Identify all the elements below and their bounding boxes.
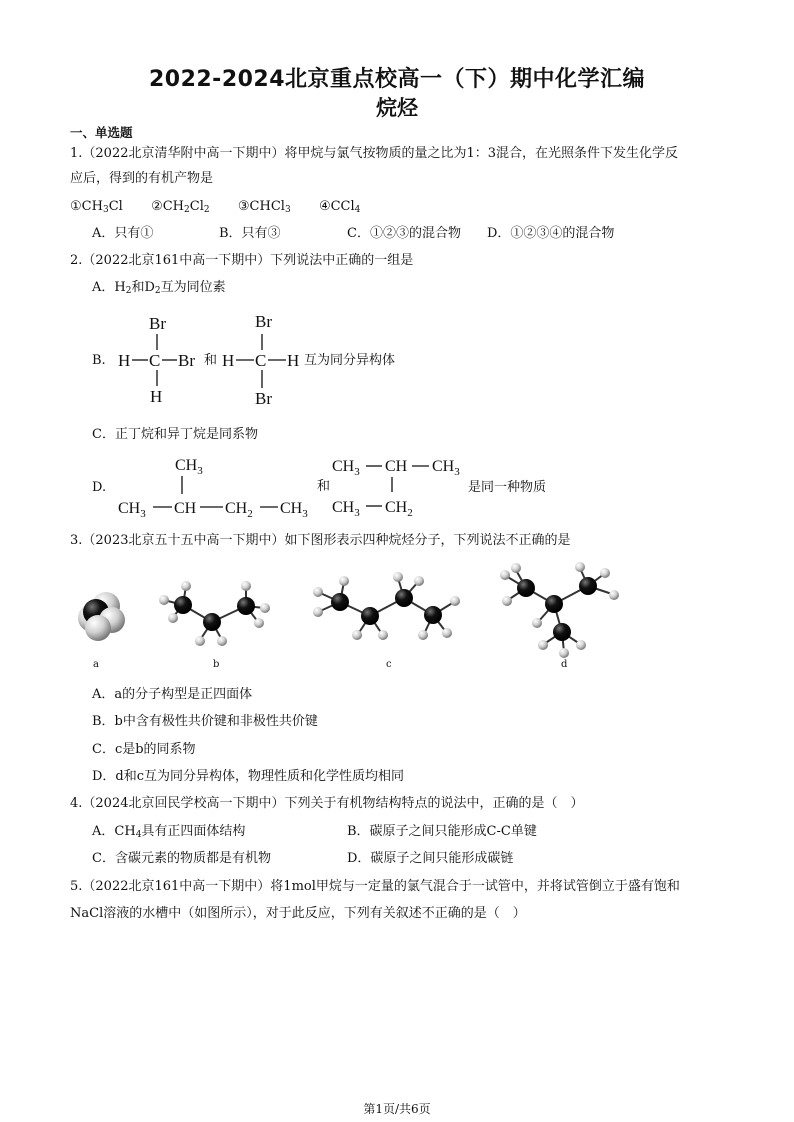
b1-br-right: Br	[178, 351, 195, 370]
svg-text:CH3: $CH_3$	[332, 458, 360, 478]
b2-br-top: Br	[255, 312, 272, 331]
svg-text:CH3: $CH_3$	[175, 457, 203, 477]
b1-c: C	[149, 351, 161, 370]
q2-option-c: C．正丁烷和异丁烷是同系物	[92, 427, 258, 442]
document-subtitle: 烷烃	[376, 96, 418, 120]
document-title: 2022-2024北京重点校高一（下）期中化学汇编	[148, 67, 646, 92]
q1-option-b: B．只有③	[219, 226, 281, 241]
b1-br-top: Br	[149, 314, 166, 333]
q4-option-b: B．碳原子之间只能形成C-C单键	[347, 824, 537, 839]
b1-h-left: H	[118, 351, 131, 370]
q4-option-a: A．$CH_4$具有正四面体结构	[92, 824, 246, 840]
q3-option-b: B．b中含有极性共价键和非极性共价键	[92, 714, 318, 729]
molecule-b	[159, 581, 270, 646]
q3-option-d: D．d和c互为同分异构体，物理性质和化学性质均相同	[92, 769, 405, 784]
figure-label-a: a	[93, 659, 99, 670]
molecule-c	[313, 572, 460, 640]
svg-text:CH: CH	[174, 500, 197, 517]
q2-option-b-structures	[112, 310, 412, 410]
svg-text:和: 和	[317, 479, 331, 494]
b2-h-right: H	[287, 351, 300, 370]
svg-text:CH3: $CH_3$	[118, 500, 146, 520]
molecule-d	[500, 562, 619, 658]
figure-label-c: c	[386, 659, 392, 670]
q3-ball-and-stick-figures	[68, 560, 638, 675]
q5-stem-line1: 5.（2022北京161中高一下期中）将1mol甲烷与一定量的氯气混合于一试管中，并将试管倒立于盛有饱和	[70, 879, 680, 894]
q1-option-c: C．①②③的混合物	[347, 226, 461, 241]
b2-h-left: H	[222, 351, 235, 370]
svg-text:CH: CH	[385, 458, 408, 475]
q4-option-c: C．含碳元素的物质都是有机物	[92, 851, 271, 866]
q1-products: $①CH_3Cl$ $②CH_2Cl_2$ ③CHCl$_3$ ④CCl$_4$	[70, 199, 361, 215]
q3-stem: 3.（2023北京五十五中高一下期中）如下图形表示四种烷烃分子，下列说法不正确的是	[70, 533, 571, 548]
figure-label-b: b	[213, 659, 220, 670]
q2-stem: 2.（2022北京161中高一下期中）下列说法中正确的一组是	[70, 253, 414, 268]
molecule-a	[78, 592, 125, 641]
q4-option-d: D．碳原子之间只能形成碳链	[347, 851, 514, 866]
b-and: 和	[204, 353, 218, 368]
svg-text:CH2: $CH_2$	[385, 499, 413, 519]
b1-h-bottom: H	[150, 387, 163, 406]
q1-option-a: A．只有①	[92, 226, 154, 241]
q1-option-d: D．①②③④的混合物	[487, 226, 615, 241]
b2-c: C	[255, 351, 267, 370]
svg-text:CH3: $CH_3$	[280, 500, 308, 520]
q2-option-a: A．$H_2$和$D_2$互为同位素	[92, 280, 226, 296]
q4-stem: 4.（2024北京回民学校高一下期中）下列关于有机物结构特点的说法中，正确的是（ ）	[70, 796, 584, 811]
q2-option-d-label: D.	[92, 480, 107, 495]
svg-text:是同一种物质: 是同一种物质	[468, 480, 547, 495]
page-footer: 第1页/共6页	[363, 1102, 431, 1116]
figure-label-d: d	[561, 659, 568, 670]
q1-stem-line1: 1.（2022北京清华附中高一下期中）将甲烷与氯气按物质的量之比为1：3混合，在光照条件下发生化学反	[70, 146, 679, 161]
q1-stem-line2: 应后，得到的有机产物是	[70, 171, 214, 186]
q5-stem-line2: NaCl溶液的水槽中（如图所示），对于此反应，下列有关叙述不正确的是（ ）	[70, 906, 526, 921]
svg-text:CH3: $CH_3$	[332, 499, 360, 519]
section-heading: 一、单选题	[70, 125, 133, 140]
b2-br-bottom: Br	[255, 389, 272, 408]
svg-text:CH3: $CH_3$	[432, 458, 460, 478]
svg-text:CH2: $CH_2$	[225, 500, 253, 520]
b-tail: 互为同分异构体	[304, 353, 396, 368]
q2-option-b-label: B.	[92, 353, 106, 368]
q3-option-c: C．c是b的同系物	[92, 742, 196, 757]
q2-option-d-structures	[116, 452, 576, 522]
q3-option-a: A．a的分子构型是正四面体	[92, 687, 253, 702]
